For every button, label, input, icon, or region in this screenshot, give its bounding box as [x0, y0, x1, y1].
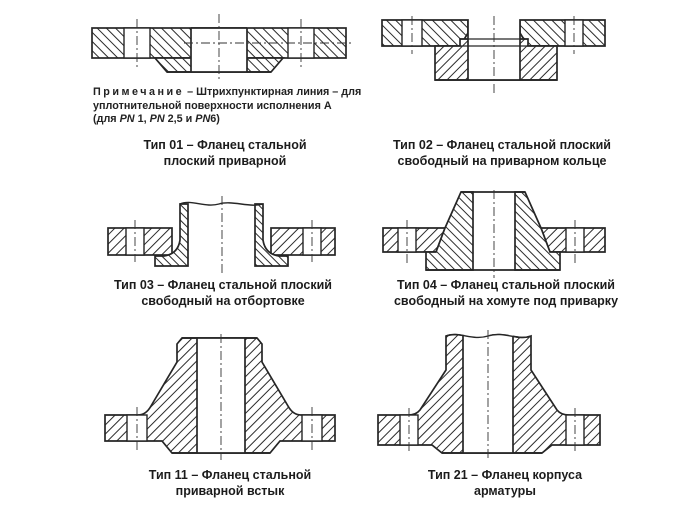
note-line1: – Штрихпунктирная линия – для — [184, 86, 362, 98]
note-line2: уплотнительной поверхности исполнения А — [93, 99, 332, 112]
flange-section-drawing-tip-04 — [380, 190, 610, 278]
figure-tip-03 — [106, 196, 338, 276]
caption-tip-02: Тип 02 – Фланец стальной плоский свободный на приварном кольце — [393, 138, 611, 168]
note-line3: (для PN 1, PN 2,5 и PN6) — [93, 113, 220, 125]
figure-tip-02 — [378, 16, 610, 104]
flange-section-drawing-tip-01 — [88, 14, 352, 80]
flange-section-drawing-tip-11 — [100, 334, 360, 460]
flange-section-drawing-tip-21 — [376, 330, 624, 458]
figure-tip-01 — [88, 14, 352, 80]
note-label: Примечание — [93, 86, 185, 98]
flange-section-drawing-tip-02 — [378, 16, 610, 104]
note-text — [93, 86, 373, 127]
flange-section-drawing-tip-03 — [106, 196, 338, 276]
caption-tip-21: Тип 21 – Фланец корпуса арматуры — [427, 468, 583, 498]
caption-tip-04: Тип 04 – Фланец стальной плоский свободный на хомуте под приварку — [393, 278, 619, 308]
figure-tip-04 — [380, 190, 610, 278]
caption-tip-01: Тип 01 – Фланец стальной плоский приварной — [143, 138, 307, 168]
figure-tip-11 — [100, 334, 360, 460]
caption-tip-11: Тип 11 – Фланец стальной приварной встык — [148, 468, 312, 498]
caption-tip-03: Тип 03 – Фланец стальной плоский свободный на отбортовке — [114, 278, 332, 308]
figure-tip-21 — [376, 330, 624, 458]
